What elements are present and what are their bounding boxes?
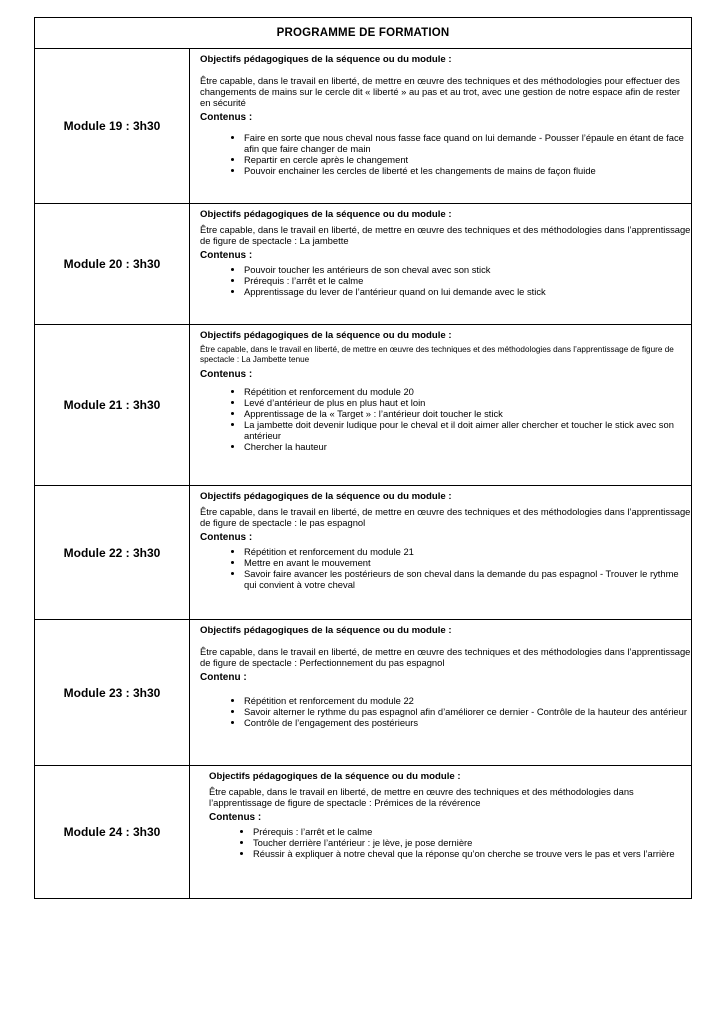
contents-list — [200, 386, 691, 452]
list-item: • Faire en sorte que nous cheval nous fasse face quand on lui demande - Pousser l’épaule en étant de face afin que faire changer de main — [244, 132, 691, 154]
contents-list — [200, 264, 691, 297]
module-label: Module 21 : 3h30 — [35, 325, 190, 486]
module-content — [190, 325, 692, 486]
contents-list — [200, 132, 691, 176]
list-item: • Apprentissage du lever de l’antérieur quand on lui demande avec le stick — [244, 286, 691, 297]
list-item: • Repartir en cercle après le changement — [244, 154, 691, 165]
objective-text: Être capable, dans le travail en liberté, de mettre en œuvre des techniques et des méthodologies dans l’apprentissage de figure de spectacle : La Jambette tenue — [200, 345, 674, 364]
contents-heading: Contenus : — [200, 369, 253, 380]
module-label: Module 22 : 3h30 — [35, 486, 190, 620]
objectives-heading: Objectifs pédagogiques de la séquence ou du module : — [209, 771, 461, 782]
contents-heading: Contenus : — [200, 532, 253, 543]
objective-text: Être capable, dans le travail en liberté, de mettre en œuvre des techniques et des méthodologies dans l’apprentissage de figure de spectacle : Perfectionnement du pas espagnol — [200, 646, 691, 668]
contents-list — [200, 546, 691, 590]
contents-heading: Contenus : — [200, 112, 253, 123]
list-item: • Pouvoir enchainer les cercles de liberté et les changements de mains de façon fluide — [244, 165, 691, 176]
page-title: PROGRAMME DE FORMATION — [35, 18, 692, 49]
module-label: Module 19 : 3h30 — [35, 49, 190, 204]
training-program-table — [34, 17, 692, 899]
contents-list — [209, 826, 691, 859]
list-item: • Savoir alterner le rythme du pas espagnol afin d’améliorer ce dernier - Contrôle de la hauteur des antérieur — [244, 706, 691, 717]
list-item: • Toucher derrière l’antérieur : je lève, je pose dernière — [253, 837, 691, 848]
list-item: • Réussir à expliquer à notre cheval que la réponse qu’on cherche se trouve vers le pas et vers l’arrière — [253, 848, 691, 859]
objectives-heading: Objectifs pédagogiques de la séquence ou du module : — [200, 625, 452, 636]
list-item: • Pouvoir toucher les antérieurs de son cheval avec son stick — [244, 264, 691, 275]
contents-heading: Contenu : — [200, 672, 247, 683]
list-item: • Contrôle de l’engagement des postérieurs — [244, 717, 691, 728]
module-label: Module 24 : 3h30 — [35, 766, 190, 899]
module-row — [35, 49, 692, 204]
module-content — [190, 620, 692, 766]
objective-text: Être capable, dans le travail en liberté, de mettre en œuvre des techniques et des méthodologies dans l’apprentissage de figure de spectacle : La jambette — [200, 224, 691, 246]
module-label: Module 20 : 3h30 — [35, 204, 190, 325]
module-row — [35, 325, 692, 486]
objective-text: Être capable, dans le travail en liberté, de mettre en œuvre des techniques et des méthodologies pour effectuer des changements de mains sur le cercle dit « liberté » au pas et au trot, avec une gestion de notre espace afin de rester en sécurité — [200, 75, 680, 108]
contents-list — [200, 695, 691, 728]
objectives-heading: Objectifs pédagogiques de la séquence ou du module : — [200, 209, 452, 220]
module-content — [190, 486, 692, 620]
list-item: • Prérequis : l’arrêt et le calme — [253, 826, 691, 837]
module-row — [35, 486, 692, 620]
list-item: • Apprentissage de la « Target » : l’antérieur doit toucher le stick — [244, 408, 691, 419]
module-content — [190, 49, 692, 204]
list-item: • Levé d’antérieur de plus en plus haut et loin — [244, 397, 691, 408]
list-item: • Prérequis : l’arrêt et le calme — [244, 275, 691, 286]
objective-text: Être capable, dans le travail en liberté, de mettre en œuvre des techniques et des méthodologies dans l’apprentissage de figure de spectacle : Prémices de la révérence — [209, 786, 634, 808]
title-row — [35, 18, 692, 49]
list-item: • Répétition et renforcement du module 20 — [244, 386, 691, 397]
list-item: • Répétition et renforcement du module 21 — [244, 546, 691, 557]
contents-heading: Contenus : — [209, 812, 262, 823]
module-label: Module 23 : 3h30 — [35, 620, 190, 766]
objectives-heading: Objectifs pédagogiques de la séquence ou du module : — [200, 491, 452, 502]
list-item: • Chercher la hauteur — [244, 441, 691, 452]
module-row — [35, 766, 692, 899]
list-item: • La jambette doit devenir ludique pour le cheval et il doit aimer aller chercher et toucher le stick avec son antérieur — [244, 419, 691, 441]
list-item: • Répétition et renforcement du module 22 — [244, 695, 691, 706]
module-content — [190, 204, 692, 325]
module-row — [35, 620, 692, 766]
objectives-heading: Objectifs pédagogiques de la séquence ou du module : — [200, 330, 452, 341]
list-item: • Mettre en avant le mouvement — [244, 557, 691, 568]
objective-text: Être capable, dans le travail en liberté, de mettre en œuvre des techniques et des méthodologies dans l’apprentissage de figure de spectacle : le pas espagnol — [200, 506, 691, 528]
contents-heading: Contenus : — [200, 250, 253, 261]
list-item: • Savoir faire avancer les postérieurs de son cheval dans la demande du pas espagnol - Trouver le rythme qui convient à votre cheval — [244, 568, 691, 590]
module-row — [35, 204, 692, 325]
objectives-heading: Objectifs pédagogiques de la séquence ou du module : — [200, 54, 452, 65]
module-content — [190, 766, 692, 899]
